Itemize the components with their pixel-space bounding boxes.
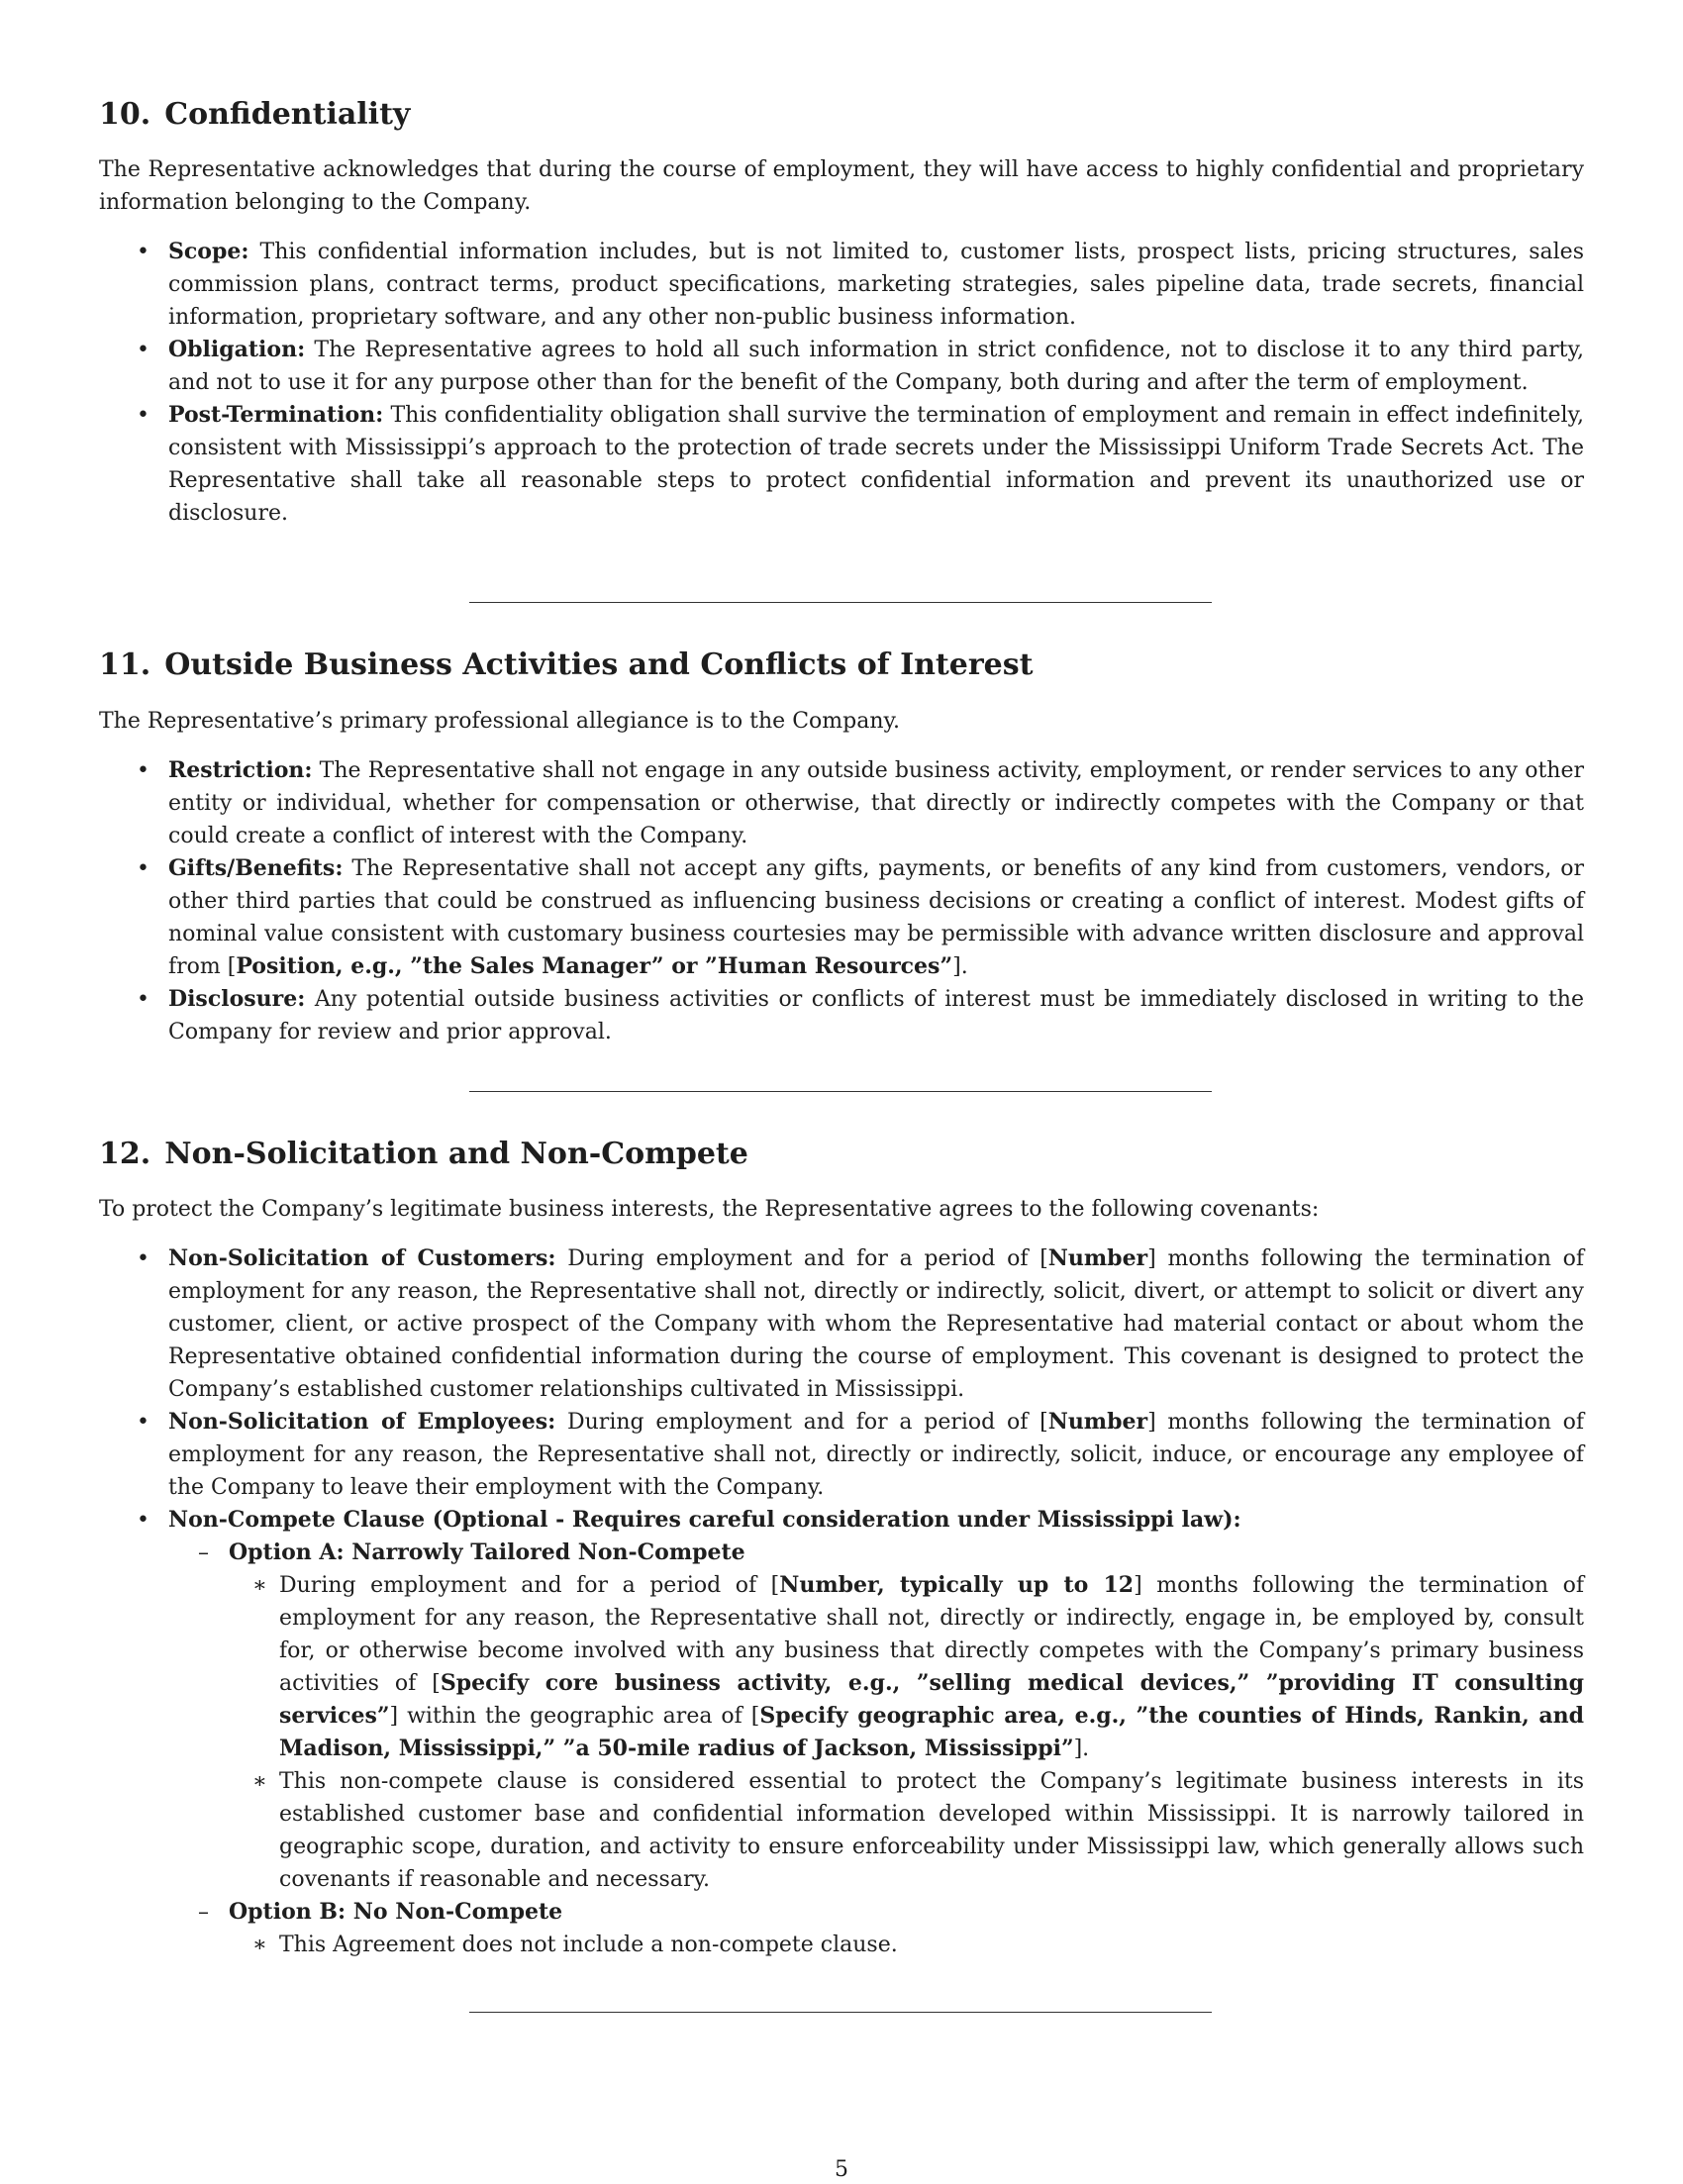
list-item <box>99 852 1584 983</box>
section-divider <box>469 1091 1212 1092</box>
section-heading <box>99 1137 748 1172</box>
item-label: Obligation: <box>168 337 306 362</box>
option-title: Option B: No Non-Compete <box>229 1899 563 1925</box>
option-detail-list <box>229 1569 1584 1896</box>
section-number: 10. <box>99 97 151 132</box>
placeholder: Number, typically up to 12 <box>779 1572 1135 1598</box>
placeholder: Number <box>1047 1245 1148 1271</box>
text-run: This non-compete clause is considered essential to protect the Company’s legitimate business interests in its established customer base and confidential information developed within Mississippi. It is narrowly tailored in geographic scope, duration, and activity to ensure enforceability under Mississippi law, which generally allows such covenants if reasonable and necessary. <box>279 1769 1584 1892</box>
option-item <box>168 1537 1584 1896</box>
section-number: 11. <box>99 647 151 682</box>
option-detail <box>229 1929 1584 1961</box>
item-text: This confidential information includes, but is not limited to, customer lists, prospect lists, pricing structures, sales commission plans, contract terms, product specifications, marketing strategies, sales pipeline data, trade secrets, financial information, proprietary software, and any other non-public business information. <box>168 240 1584 330</box>
item-label: Disclosure: <box>168 986 306 1012</box>
text-run: ] months following the termination of employment for any reason, the Representative shall not, directly or indirectly, engage in, be employed by, consult for, or otherwise become involved with any business that directly competes with the Company’s primary business activities of [ <box>279 1573 1584 1696</box>
item-text-after: ] months following the termination of employment for any reason, the Representative shall not, directly or indirectly, solicit, induce, or encourage any employee of the Company to leave their employment with the Company. <box>168 1410 1585 1500</box>
list-item <box>99 754 1584 852</box>
section-divider <box>469 602 1212 603</box>
item-text: The Representative shall not accept any gifts, payments, or benefits of any kind from customers, vendors, or other third parties that could be construed as influencing business decisions or creating a conflict of interest. Modest gifts of nominal value consistent with customary business courtesies may be permissible with advance written disclosure and approval from [ <box>168 856 1584 979</box>
list-item <box>99 236 1584 334</box>
text-run: During employment and for a period of [ <box>279 1573 780 1598</box>
section-divider <box>469 2012 1212 2013</box>
option-list <box>168 1537 1584 1961</box>
item-label: Non-Solicitation of Customers: <box>168 1245 556 1271</box>
section-title: Non-Solicitation and Non-Compete <box>164 1137 748 1171</box>
item-label: Post-Termination: <box>168 402 384 428</box>
option-detail <box>229 1765 1584 1896</box>
section-title: Confidentiality <box>164 97 411 132</box>
list-item <box>99 334 1584 399</box>
text-run: This Agreement does not include a non-compete clause. <box>279 1933 898 1957</box>
placeholder: Number <box>1047 1409 1148 1435</box>
list-item <box>99 983 1584 1048</box>
text-run: ] within the geographic area of [ <box>389 1704 760 1729</box>
section-heading <box>99 97 410 133</box>
section-intro: The Representative’s primary professional allegiance is to the Company. <box>99 709 901 734</box>
bullet-list <box>99 1242 1584 1961</box>
list-item <box>99 1242 1584 1406</box>
item-text: The Representative shall not engage in any outside business activity, employment, or render services to any other entity or individual, whether for compensation or otherwise, that directly or indirectly competes with the Company or that could create a conflict of interest with the Company. <box>168 758 1584 848</box>
item-text: During employment and for a period of [ <box>567 1410 1048 1435</box>
item-text: The Representative agrees to hold all such information in strict confidence, not to disclose it to any third party, and not to use it for any purpose other than for the benefit of the Company, both during and after the term of employment. <box>168 338 1584 395</box>
option-detail <box>229 1569 1584 1765</box>
list-item <box>99 399 1584 530</box>
option-title: Option A: Narrowly Tailored Non-Compete <box>229 1539 745 1565</box>
page-number: 5 <box>835 2157 848 2182</box>
item-text: During employment and for a period of [ <box>567 1246 1048 1271</box>
option-item <box>168 1896 1584 1961</box>
section-intro: The Representative acknowledges that during the course of employment, they will have access to highly confidential and proprietary information belonging to the Company. <box>99 157 1584 215</box>
text-run: ]. <box>1073 1737 1090 1761</box>
list-item <box>99 1504 1584 1961</box>
section-heading <box>99 647 1034 683</box>
item-label: Restriction: <box>168 757 313 783</box>
list-item <box>99 1406 1584 1504</box>
item-label: Scope: <box>168 239 249 264</box>
bullet-list <box>99 754 1584 1048</box>
item-label: Gifts/Benefits: <box>168 855 344 881</box>
document-page <box>99 0 1585 2182</box>
section-number: 12. <box>99 1137 151 1171</box>
item-text: Any potential outside business activities or conflicts of interest must be immediately disclosed in writing to the Company for review and prior approval. <box>168 987 1584 1044</box>
option-detail-list <box>229 1929 1584 1961</box>
item-text: This confidentiality obligation shall survive the termination of employment and remain in effect indefinitely, consistent with Mississippi’s approach to the protection of trade secrets under the Mississippi Uniform Trade Secrets Act. The Representative shall take all reasonable steps to protect confidential information and prevent its unauthorized use or disclosure. <box>168 403 1584 526</box>
placeholder: Specify geographic area, e.g., ”the counties of Hinds, Rankin, and Madison, Mississippi,” ”a 50-mile radius of Jackson, Mississippi” <box>279 1703 1584 1761</box>
section-intro: To protect the Company’s legitimate business interests, the Representative agrees to the following covenants: <box>99 1197 1320 1222</box>
placeholder: Specify core business activity, e.g., ”selling medical devices,” ”providing IT consulting services” <box>279 1670 1584 1729</box>
section-title: Outside Business Activities and Conflicts of Interest <box>164 647 1034 682</box>
item-text-after: ]. <box>952 954 968 979</box>
item-text-after: ] months following the termination of employment for any reason, the Representative shall not, directly or indirectly, solicit, divert, or attempt to solicit or divert any customer, client, or active prospect of the Company with whom the Representative had material contact or about whom the Representative obtained confidential information during the course of employment. This covenant is designed to protect the Company’s established customer relationships cultivated in Mississippi. <box>168 1246 1584 1402</box>
item-label: Non-Compete Clause (Optional - Requires careful consideration under Mississippi law): <box>168 1507 1241 1533</box>
bullet-list <box>99 236 1584 530</box>
placeholder: Position, e.g., ”the Sales Manager” or ”Human Resources” <box>236 953 953 979</box>
item-label: Non-Solicitation of Employees: <box>168 1409 556 1435</box>
